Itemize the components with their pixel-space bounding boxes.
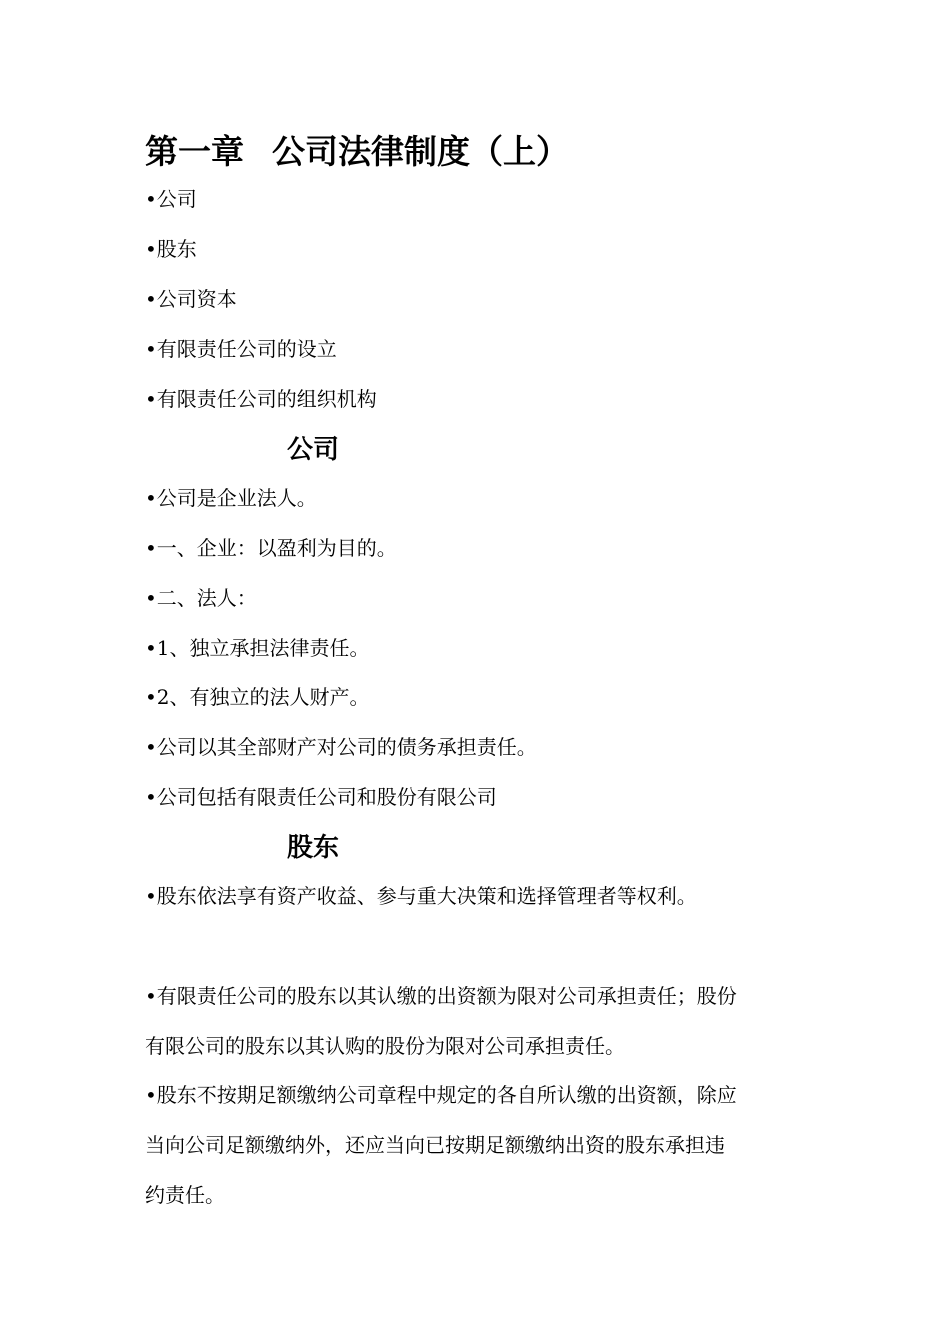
chapter-number: 第一章 <box>145 132 244 171</box>
paragraph-line: •股东依法享有资产收益、参与重大决策和选择管理者等权利。 <box>145 884 697 908</box>
paragraph-line: •二、法人： <box>145 586 257 610</box>
paragraph-line: 当向公司足额缴纳外，还应当向已按期足额缴纳出资的股东承担违 <box>145 1133 725 1157</box>
paragraph-line: •2、有独立的法人财产。 <box>145 685 370 709</box>
paragraph-line: •股东不按期足额缴纳公司章程中规定的各自所认缴的出资额，除应 <box>145 1083 737 1107</box>
section-heading-shareholder: 股东 <box>287 833 340 863</box>
toc-item: •有限责任公司的组织机构 <box>145 387 377 411</box>
paragraph-line: •公司包括有限责任公司和股份有限公司 <box>145 785 497 809</box>
paragraph-line: 约责任。 <box>145 1183 225 1207</box>
chapter-name: 公司法律制度（上） <box>272 132 569 171</box>
paragraph-line: •一、企业：以盈利为目的。 <box>145 536 397 560</box>
paragraph-line: 有限公司的股东以其认购的股份为限对公司承担责任。 <box>145 1034 625 1058</box>
toc-item: •股东 <box>145 237 197 261</box>
paragraph-line: •1、独立承担法律责任。 <box>145 636 370 660</box>
chapter-title <box>145 128 569 176</box>
paragraph-line: •公司以其全部财产对公司的债务承担责任。 <box>145 735 537 759</box>
paragraph-line: •公司是企业法人。 <box>145 486 317 510</box>
section-heading-company: 公司 <box>287 435 340 465</box>
toc-item: •有限责任公司的设立 <box>145 337 337 361</box>
toc-item: •公司资本 <box>145 287 237 311</box>
toc-item: •公司 <box>145 187 197 211</box>
paragraph-line: •有限责任公司的股东以其认缴的出资额为限对公司承担责任；股份 <box>145 984 737 1008</box>
